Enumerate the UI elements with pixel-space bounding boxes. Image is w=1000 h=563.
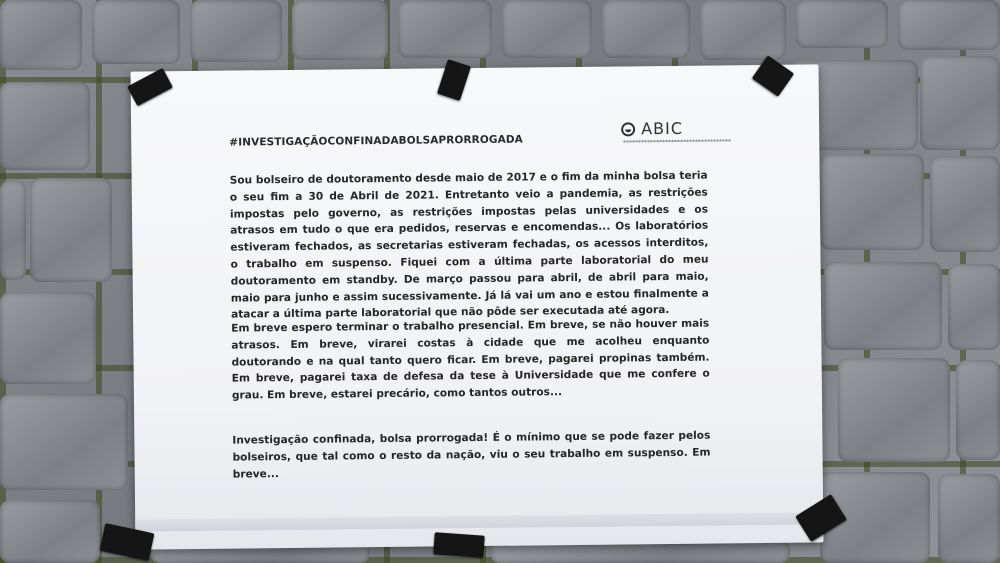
cobblestone [838,358,950,462]
cobblestone [0,180,26,280]
cobblestone [30,178,112,282]
cobblestone [930,156,1000,252]
logo-tagline-line [623,139,731,142]
cobblestone [948,264,1000,350]
paper-bottom-band [135,512,823,531]
cobblestone [820,154,924,250]
poster-paragraph-2: Em breve espero terminar o trabalho presencial. Em breve, se não houver mais atrasos. Em breve, virarei costas à cidade que me acolheu enquanto doutorando e na qual tanto quero ficar. Em breve, pagarei propinas também. Em breve, pagarei taxa de defesa da tese à Universidade que me confere o grau. Em breve, estarei precário, como tantos outros... [231,317,710,402]
cobblestone [502,0,592,58]
cobblestone [190,0,282,62]
cobblestone [0,394,128,490]
abic-logo-icon [621,122,635,136]
poster-paragraph-1: Sou bolseiro de doutoramento desde maio de 2017 e o fim da minha bolsa teria o seu fim a 30 de Abril de 2021. Entretanto veio a pandemia, as restrições impostas pelo governo, as restrições impostas pelas universidades e os atrasos em tudo o que era pedidos, reservas e encomendas... Os laboratórios estiveram fechados, as secretarias estiveram fechadas, os acessos interditos, o trabalho em suspenso. Fiquei com a última parte laboratorial do meu doutoramento em standby. De março passou para abril, de abril para maio, maio para junho e assim sucessivamente. Já lá vai um ano e estou finalmente a atacar a última parte laboratorial que não pôde ser executada até agora. [229,169,709,321]
poster-paragraph-3: Investigação confinada, bolsa prorrogada! É o mínimo que se pode fazer pelos bolseiros, que tal como o resto da nação, viu o seu trabalho em suspenso. Em breve... [232,429,711,481]
cobblestone [956,360,1000,460]
cobblestone [0,0,82,70]
cobblestone [700,0,786,60]
poster-sheet [131,64,824,549]
poster-hashtag: #INVESTIGAÇÃOCONFINADABOLSAPRORROGADA [229,133,523,149]
cobblestone [0,292,96,384]
tape-bottom-center [433,532,484,557]
cobblestone [938,474,1000,563]
cobblestone [824,262,942,350]
cobblestone [796,0,888,48]
abic-logo [621,119,731,148]
cobblestone [398,0,492,58]
abic-logo-text: ABIC [641,118,684,139]
cobblestone [602,0,690,58]
cobblestone [0,500,100,563]
cobblestone [920,56,1000,150]
cobblestone [292,0,388,60]
cobblestone [92,0,180,64]
cobblestone [0,82,90,170]
cobblestone [898,0,1000,50]
